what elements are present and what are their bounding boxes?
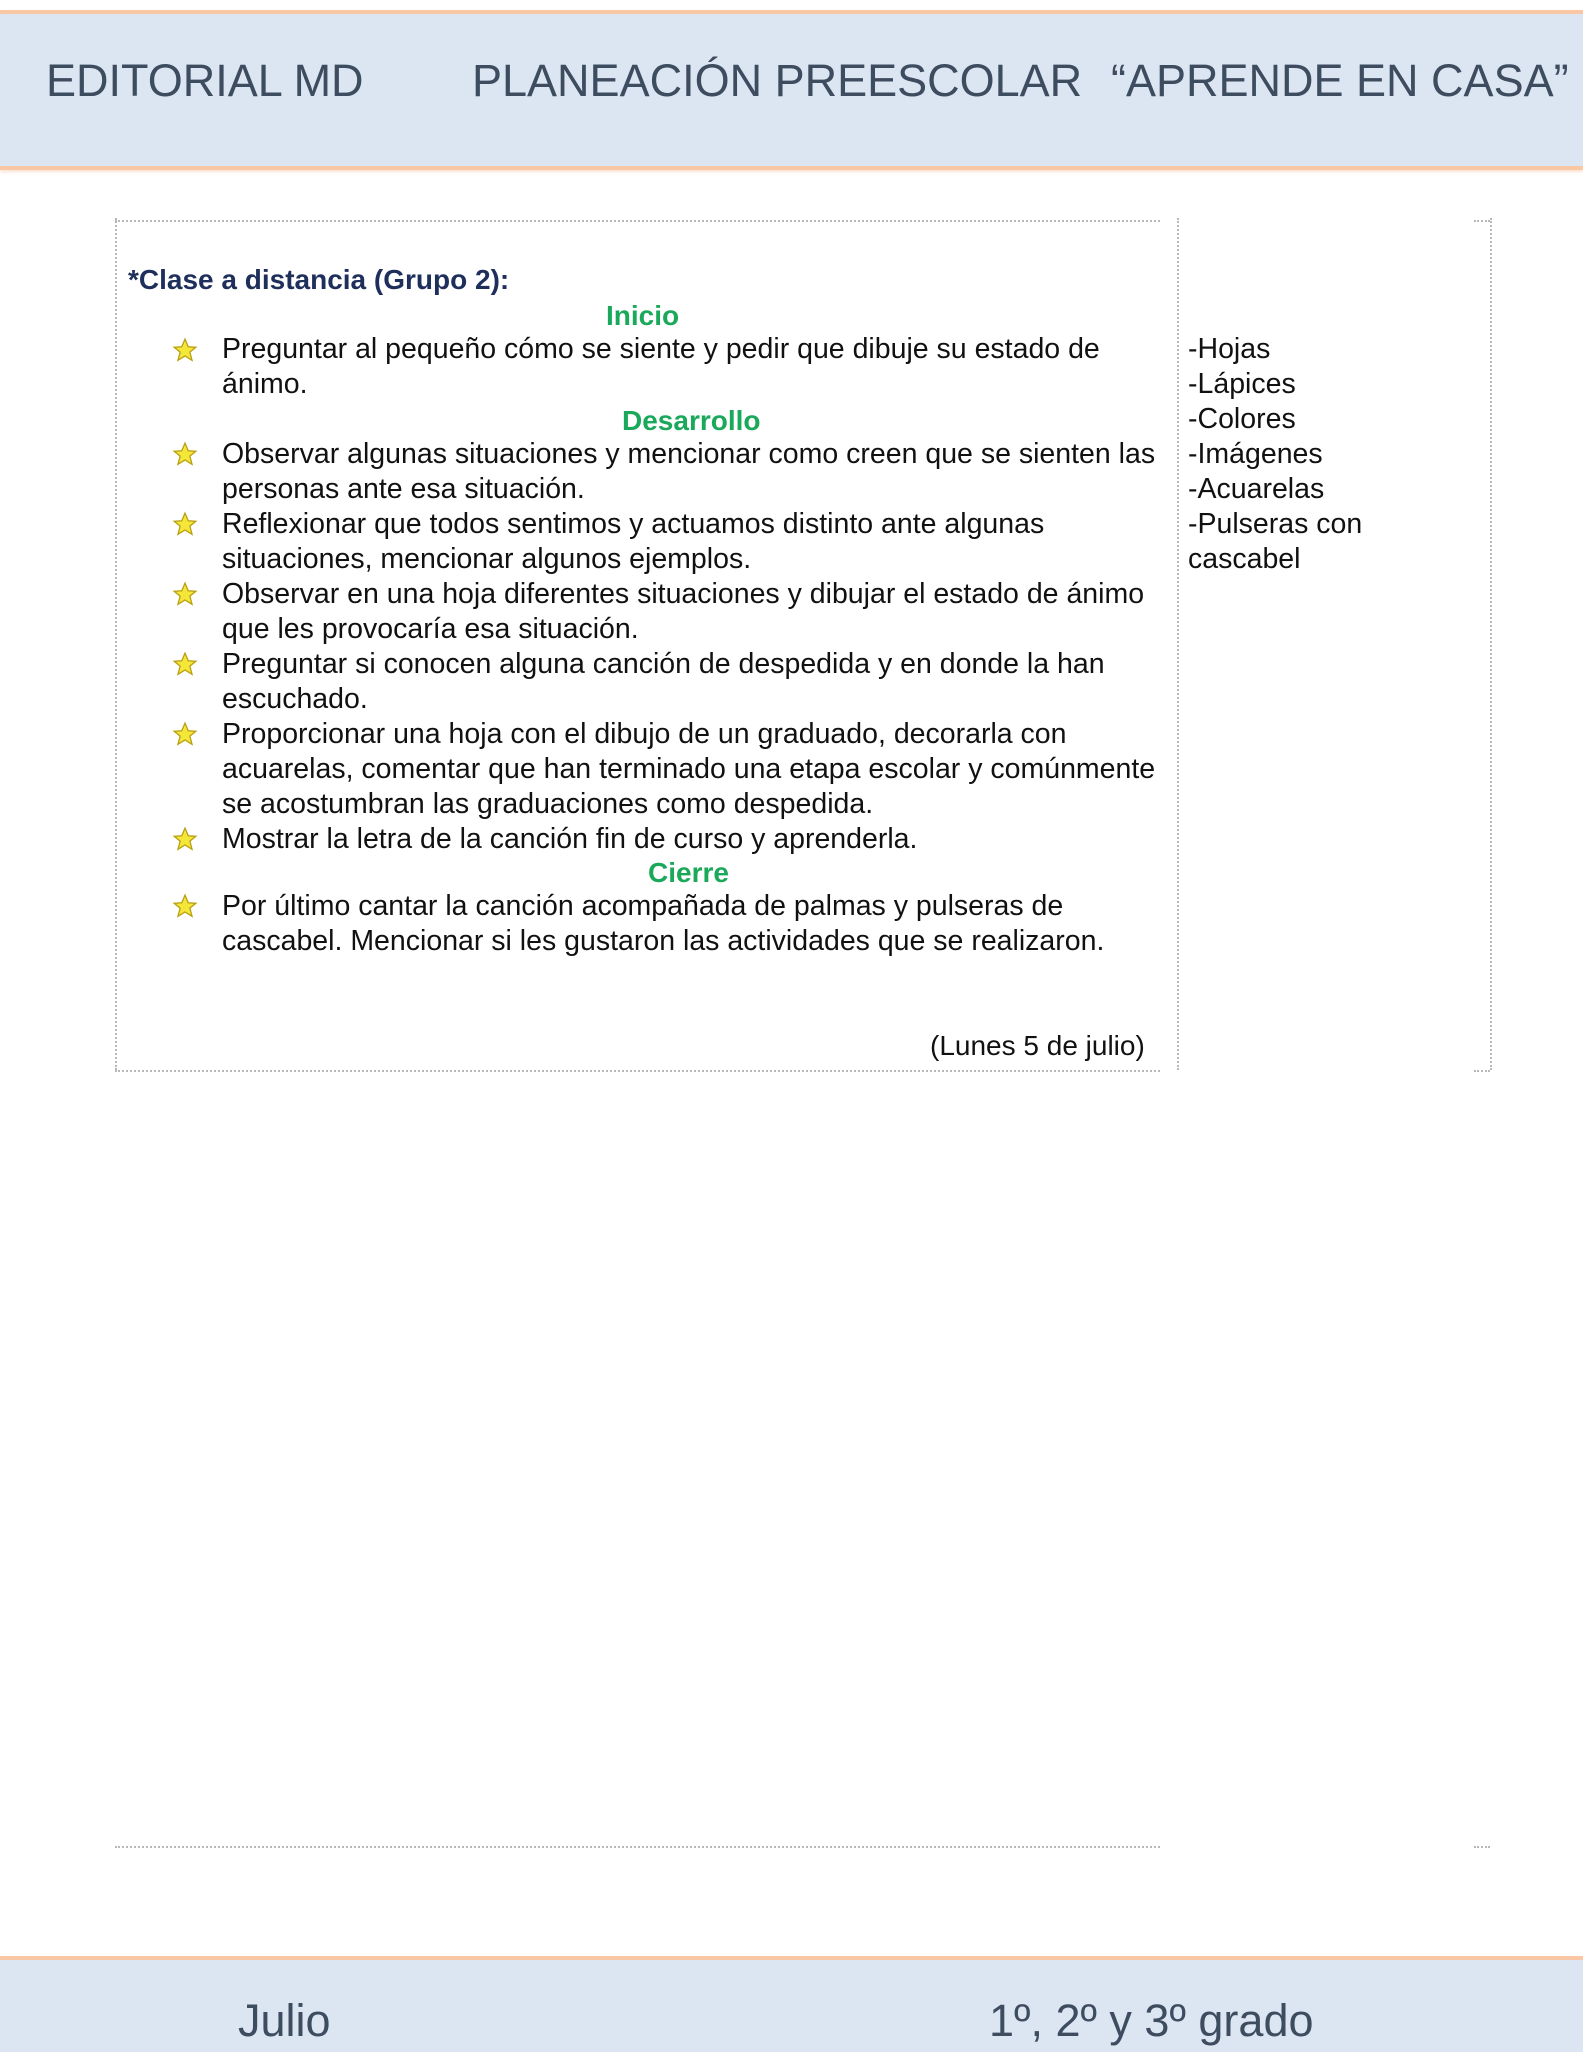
section-desarrollo: Desarrollo	[622, 405, 761, 436]
section-cierre: Cierre	[648, 857, 729, 888]
activity-item: Proporcionar una hoja con el dibujo de un graduado, decorarla con acuarelas, comentar que han terminado una etapa escolar y comúnmente se acostumbran las graduaciones como despedida.	[222, 718, 1156, 820]
material-item: -Imágenes	[1188, 438, 1323, 470]
activity-item: Preguntar si conocen alguna canción de despedida y en donde la han escuchado.	[222, 648, 1105, 715]
activity-item: Reflexionar que todos sentimos y actuamos distinto ante algunas situaciones, mencionar algunos ejemplos.	[222, 508, 1045, 575]
table-corner-mark	[1474, 1070, 1490, 1072]
star-bullet-icon	[172, 337, 198, 363]
table-left-border	[115, 218, 117, 1070]
header-editorial: EDITORIAL MD	[46, 55, 364, 106]
table-top-border	[115, 220, 1160, 222]
material-item: -Pulseras con	[1188, 508, 1363, 540]
star-bullet-icon	[172, 721, 198, 747]
table-bottom-border	[115, 1846, 1160, 1848]
activity-item: Preguntar al pequeño cómo se siente y pedir que dibuje su estado de ánimo.	[222, 333, 1100, 400]
footer-month: Julio	[238, 1995, 331, 2046]
activity-item: Observar en una hoja diferentes situaciones y dibujar el estado de ánimo que les provocaría esa situación.	[222, 578, 1145, 645]
activity-item: Mostrar la letra de la canción fin de curso y aprenderla.	[222, 823, 918, 855]
star-bullet-icon	[172, 511, 198, 537]
section-inicio: Inicio	[606, 300, 680, 331]
material-item: -Colores	[1188, 403, 1296, 435]
table-row-divider	[115, 1070, 1160, 1072]
table-column-divider	[1177, 218, 1179, 1070]
footer-grades: 1º, 2º y 3º grado	[989, 1995, 1314, 2046]
class-title: *Clase a distancia (Grupo 2):	[128, 264, 510, 295]
star-bullet-icon	[172, 893, 198, 919]
table-corner-mark	[1474, 220, 1490, 222]
activity-item: Observar algunas situaciones y mencionar como creen que se sienten las personas ante esa situación.	[222, 438, 1156, 505]
header-planeacion: PLANEACIÓN PREESCOLAR	[472, 55, 1083, 106]
table-right-border	[1490, 218, 1492, 1070]
material-item: -Hojas	[1188, 333, 1271, 365]
material-item: -Lápices	[1188, 368, 1296, 400]
activity-item: Por último cantar la canción acompañada de palmas y pulseras de cascabel. Mencionar si les gustaron las actividades que se realizaron.	[222, 890, 1105, 957]
star-bullet-icon	[172, 441, 198, 467]
star-bullet-icon	[172, 581, 198, 607]
header-aprende-en-casa: “APRENDE EN CASA”	[1111, 55, 1569, 106]
material-item: -Acuarelas	[1188, 473, 1325, 505]
star-bullet-icon	[172, 651, 198, 677]
class-date: (Lunes 5 de julio)	[930, 1030, 1145, 1061]
table-corner-mark	[1474, 1846, 1490, 1848]
material-item: cascabel	[1188, 543, 1301, 575]
star-bullet-icon	[172, 826, 198, 852]
